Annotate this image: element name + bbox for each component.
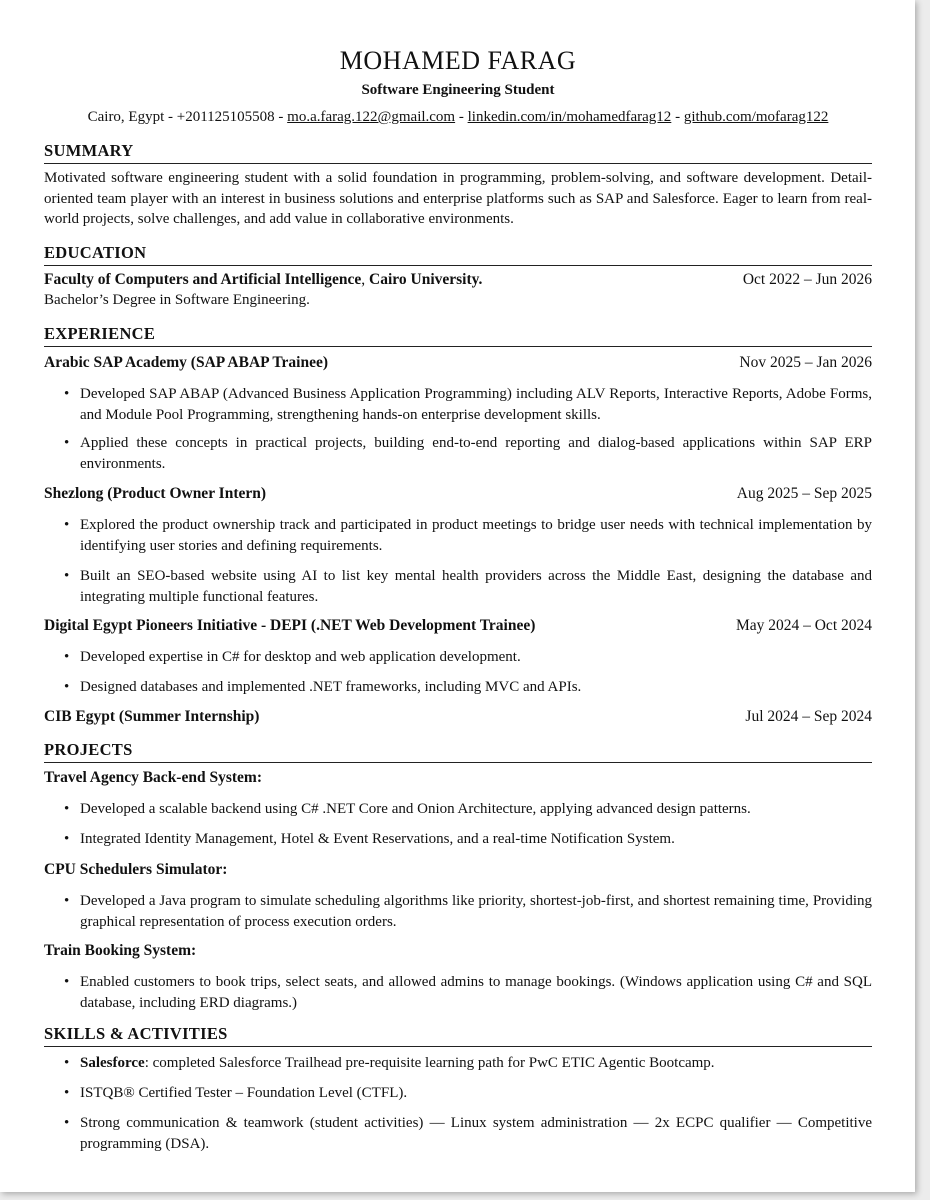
bullet-icon: • bbox=[64, 649, 70, 665]
job-bullet: • Developed SAP ABAP (Advanced Business Application Programming) including ALV Reports, Interactive Reports, Adobe Forms, and Module Pool Programming, strengthening hands-on enterprise development skills. bbox=[64, 386, 872, 423]
job-dates: Nov 2025 – Jan 2026 bbox=[739, 354, 872, 371]
bullet-icon: • bbox=[64, 1115, 70, 1131]
separator: - bbox=[671, 109, 684, 125]
job-row bbox=[44, 616, 872, 636]
skill-bold: Salesforce bbox=[80, 1055, 145, 1071]
job-bullet: • Applied these concepts in practical projects, building end-to-end reporting and dialog-based applications within SAP ERP environments. bbox=[64, 435, 872, 472]
school-name: Faculty of Computers and Artificial Intelligence bbox=[44, 271, 362, 288]
project-bullet: • Developed a Java program to simulate scheduling algorithms like priority, shortest-job-first, and shortest remaining time, Providing graphical representation of process execution orders. bbox=[64, 893, 872, 930]
job-row bbox=[44, 484, 872, 504]
job-bullet: • Built an SEO-based website using AI to list key mental health providers across the Middle East, designing the database and integrating multiple functional features. bbox=[64, 568, 872, 605]
project-title: CPU Schedulers Simulator: bbox=[44, 861, 228, 878]
project-title: Travel Agency Back-end System: bbox=[44, 769, 262, 786]
section-heading-summary: SUMMARY bbox=[44, 141, 872, 164]
job-title: CIB Egypt (Summer Internship) bbox=[44, 708, 260, 725]
separator: - bbox=[455, 109, 468, 125]
bullet-icon: • bbox=[64, 435, 70, 451]
project-bullet: • Integrated Identity Management, Hotel & Event Reservations, and a real-time Notification System. bbox=[80, 829, 872, 850]
bullet-icon: • bbox=[64, 679, 70, 695]
skill-bullet: • ISTQB® Certified Tester – Foundation Level (CTFL). bbox=[80, 1083, 872, 1104]
bullet-icon: • bbox=[64, 974, 70, 990]
school-sep: , bbox=[361, 271, 370, 288]
education-degree: Bachelor’s Degree in Software Engineering. bbox=[44, 292, 310, 308]
job-row bbox=[44, 353, 872, 373]
project-title-row bbox=[44, 941, 872, 961]
job-title: Arabic SAP Academy (SAP ABAP Trainee) bbox=[44, 354, 329, 371]
github-link[interactable]: github.com/mofarag122 bbox=[683, 109, 829, 125]
bullet-icon: • bbox=[64, 893, 70, 909]
job-title: Digital Egypt Pioneers Initiative - DEPI (.NET Web Development Trainee) bbox=[44, 617, 536, 634]
bullet-icon: • bbox=[64, 801, 70, 817]
education-row bbox=[44, 270, 872, 290]
job-dates: Jul 2024 – Sep 2024 bbox=[745, 708, 872, 725]
skill-bullet: • Salesforce: completed Salesforce Trailhead pre-requisite learning path for PwC ETIC Agentic Bootcamp. bbox=[80, 1053, 872, 1074]
education-school bbox=[44, 270, 482, 290]
section-heading-skills: SKILLS & ACTIVITIES bbox=[44, 1024, 872, 1047]
summary-text: Motivated software engineering student with a solid foundation in programming, problem-solving, and software development. Detail-oriented team player with an interest in business solutions and enterprise platforms such as SAP and Salesforce. Eager to learn from real-world projects, solve challenges, and add value in collaborative environments. bbox=[44, 170, 872, 227]
candidate-name: MOHAMED FARAG bbox=[339, 46, 577, 75]
job-dates: May 2024 – Oct 2024 bbox=[735, 617, 872, 634]
separator: - bbox=[164, 109, 177, 125]
job-row bbox=[44, 707, 872, 727]
job-bullet: • Explored the product ownership track and participated in product meetings to bridge user needs with technical implementation by identifying user stories and defining requirements. bbox=[64, 517, 872, 554]
job-title: Shezlong (Product Owner Intern) bbox=[44, 485, 267, 502]
job-dates: Aug 2025 – Sep 2025 bbox=[736, 485, 872, 502]
bullet-icon: • bbox=[64, 386, 70, 402]
section-heading-projects: PROJECTS bbox=[44, 740, 872, 763]
project-bullet: • Developed a scalable backend using C# .NET Core and Onion Architecture, applying advanced design patterns. bbox=[80, 799, 872, 820]
project-title-row bbox=[44, 768, 872, 788]
section-heading-experience: EXPERIENCE bbox=[44, 324, 872, 347]
email-link[interactable]: mo.a.farag.122@gmail.com bbox=[287, 109, 456, 125]
bullet-icon: • bbox=[64, 1055, 70, 1071]
skill-bullet: • Strong communication & teamwork (student activities) — Linux system administration — 2x ECPC qualifier — Competitive programming (DSA). bbox=[64, 1115, 872, 1152]
university-name: Cairo University. bbox=[369, 271, 483, 288]
linkedin-link[interactable]: linkedin.com/in/mohamedfarag12 bbox=[467, 109, 672, 125]
section-heading-education: EDUCATION bbox=[44, 243, 872, 266]
job-bullet: • Developed expertise in C# for desktop and web application development. bbox=[80, 647, 872, 668]
project-title: Train Booking System: bbox=[44, 942, 197, 959]
bullet-icon: • bbox=[64, 1085, 70, 1101]
phone: +201125105508 bbox=[176, 109, 275, 125]
project-title-row bbox=[44, 860, 872, 880]
location: Cairo, Egypt bbox=[87, 109, 165, 125]
bullet-icon: • bbox=[64, 568, 70, 584]
bullet-icon: • bbox=[64, 517, 70, 533]
bullet-icon: • bbox=[64, 831, 70, 847]
contact-line bbox=[20, 107, 896, 127]
job-bullet: • Designed databases and implemented .NET frameworks, including MVC and APIs. bbox=[80, 677, 872, 698]
project-bullet: • Enabled customers to book trips, select seats, and allowed admins to manage bookings. (Windows application using C# and SQL database, including ERD diagrams.) bbox=[64, 974, 872, 1011]
candidate-title: Software Engineering Student bbox=[361, 82, 555, 98]
education-dates: Oct 2022 – Jun 2026 bbox=[742, 271, 872, 288]
separator: - bbox=[274, 109, 288, 125]
